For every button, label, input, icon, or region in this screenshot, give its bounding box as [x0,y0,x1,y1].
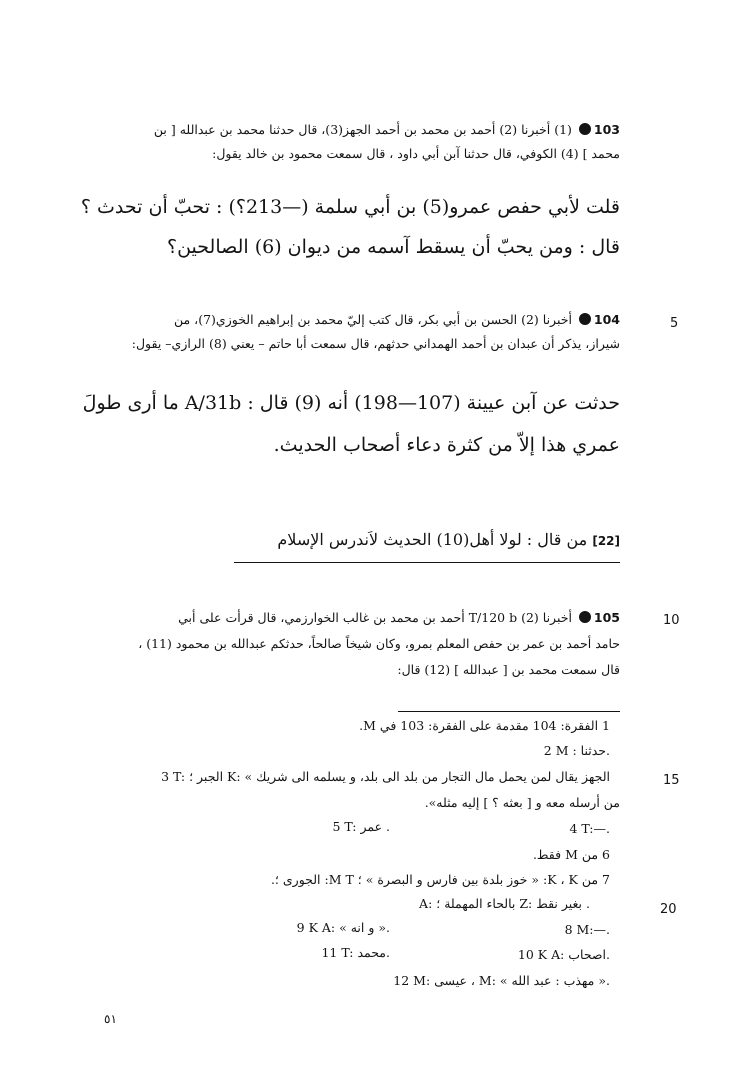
quote-104-line-1: حدثت عن آبن عيينة (107—198) أنه (9) قال : A/31b ما أرى طولَ [82,392,620,414]
footnote-9: 9 K A: « و انه ». [296,920,390,935]
margin-line-number: 5 [670,316,679,331]
footnote-8: 8 M:—. [564,922,610,937]
footnote-6: 6 من M فقط. [532,847,610,862]
bullet-dot-icon [579,611,591,623]
footnote-1: 1 الفقرة: 104 مقدمة على الفقرة: 103 في M. [359,718,610,733]
quote-104-line-2: عمري هذا إلاّ من كثرة دعاء أصحاب الحديث. [273,434,620,456]
margin-line-number: 20 [660,902,677,917]
page-number: ٥١ [104,1012,117,1026]
section-number: [22] [592,534,620,548]
footnote-2: 2 M : حدثنا. [543,743,610,758]
margin-line-number: 15 [663,773,680,788]
quote-103-line-2: قال : ومن يحبّ أن يسقط آسمه من ديوان (6) الصالحين؟ [166,236,620,258]
para-number: 104 [593,312,620,327]
footnote-7-line-2: A: بالحاء المهملة ؛ Z: بغير نقط . [419,896,590,911]
section-heading [230,528,620,553]
bullet-dot-icon [579,313,591,325]
section-underline [234,562,620,563]
quote-103-line-1: قلت لأبي حفص عمرو(5) بن أبي سلمة (—213؟) : تحبّ أن تحدث ؟ [80,196,620,218]
footnote-3-line-1: 3 T: الجبر ؛ K: « الجهز يقال لمن يحمل مال التجار من بلد الى بلد، و يسلمه الى شريك [161,769,610,784]
footnote-10: 10 K A: اصحاب. [517,947,610,962]
para-number: 103 [593,122,620,137]
para-105-line-2: حامد أحمد بن عمر بن حفص المعلم بمرو، وكان شيخاً صالحاً، حدثكم عبدالله بن محمود (11) ، [138,636,620,651]
footnote-3-line-2: من أرسله معه و [ بعثه ؟ ] إليه مثله». [424,795,620,810]
para-104-line-1: 104 أخبرنا (2) الحسن بن أبي بكر، قال كتب إليّ محمد بن إبراهيم الخوزي(7)، من [173,312,620,327]
section-title: من قال : لولا أهل(10) الحديث لاَندرس الإسلام [277,530,588,549]
para-number: 105 [593,610,620,625]
footnote-11: 11 T: محمد. [321,945,390,960]
para-105-line-3: قال سمعت محمد بن [ عبدالله ] (12) قال: [397,662,620,677]
margin-line-number: 10 [663,613,680,628]
footnote-4: 4 T:—. [569,821,610,836]
footnote-5: 5 T: عمر . [332,819,390,834]
para-104-line-2: شيراز، يذكر أن عبدان بن أحمد الهمداني حدثهم، قال سمعت أبا حاتم – يعني (8) الرازي– يقول: [131,336,620,351]
footnote-7-line-1: 7 من K ، K: « خوز بلدة بين فارس و البصرة » ؛ M T: الجورى ؛. [270,872,610,887]
para-103-line-1: 103 (1) أخبرنا (2) أحمد بن محمد بن أحمد الجهز(3)، قال حدثنا محمد بن عبدالله [ بن [153,122,620,137]
para-103-line-2: محمد ] (4) الكوفي، قال حدثنا آبن أبي داود ، قال سمعت محمود بن خالد يقول: [212,146,620,161]
bullet-dot-icon [579,123,591,135]
footnote-rule [398,711,620,712]
footnote-12: 12 M: عيسى ، M: « مهذب : عبد الله ». [393,973,610,988]
para-105-line-1: 105 أخبرنا (2) T/120 b أحمد بن محمد بن غالب الخوارزمي، قال قرأت على أبي [178,610,620,625]
